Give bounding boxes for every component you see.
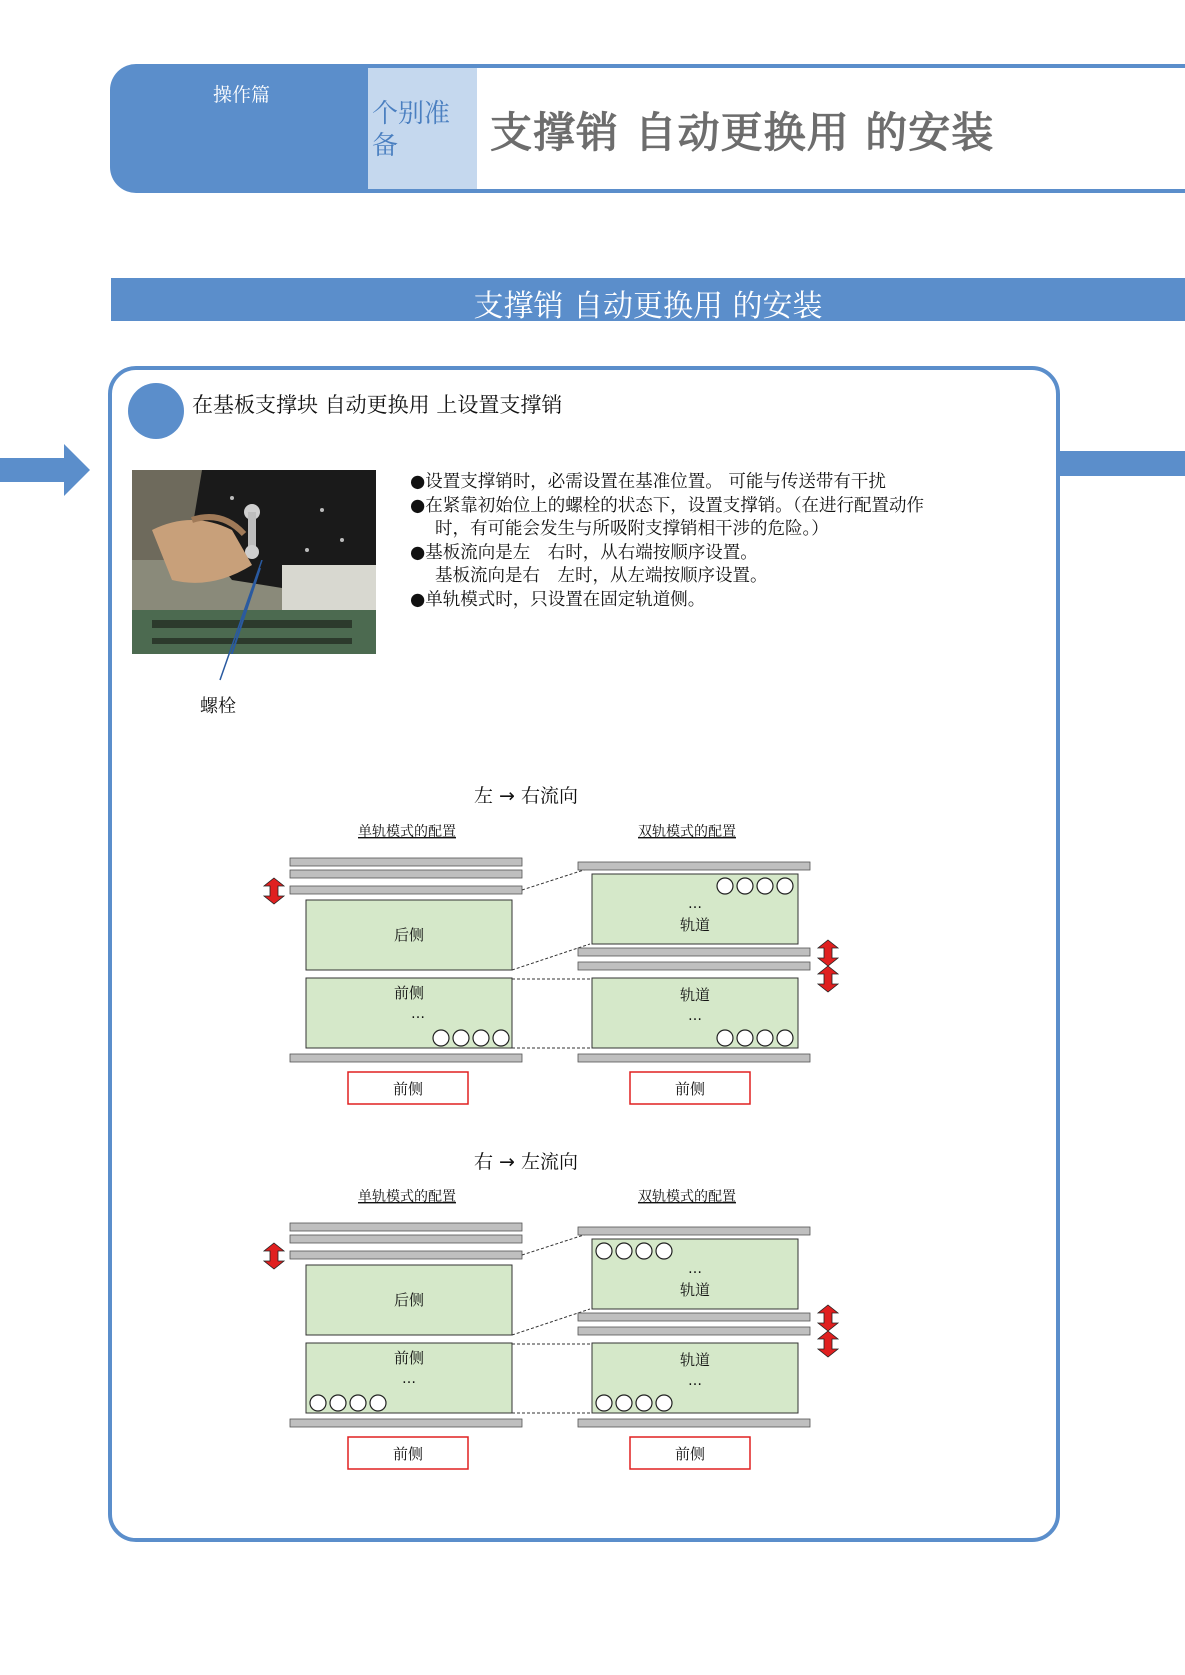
layout-diagram-right-to-left xyxy=(250,1185,850,1475)
page-title: 支撑销 自动更换用 的安装 xyxy=(490,108,995,157)
pin-dots: … xyxy=(402,1371,416,1387)
rear-label: 后侧 xyxy=(393,1291,425,1309)
header-subsection: 个别准备 xyxy=(372,99,451,161)
pin-dots: … xyxy=(688,1261,702,1277)
support-pin xyxy=(656,1243,672,1259)
rail-bar xyxy=(290,1223,522,1231)
single-mode-title: 单轨模式的配置 xyxy=(358,824,456,840)
support-pin xyxy=(636,1243,652,1259)
movable-rail-arrow-icon xyxy=(818,1305,838,1331)
rail-bar xyxy=(578,1227,810,1235)
rear-label: 后侧 xyxy=(393,926,425,944)
support-pin xyxy=(717,1030,733,1046)
support-pin xyxy=(350,1395,366,1411)
support-pin xyxy=(330,1395,346,1411)
front-side-label: 前侧 xyxy=(392,1080,424,1098)
rail-bar xyxy=(290,1419,522,1427)
header-category: 操作篇 xyxy=(213,84,271,106)
support-pin xyxy=(777,1030,793,1046)
front-label: 前侧 xyxy=(393,1349,425,1367)
header-bottom-rule xyxy=(368,189,1185,193)
support-pin xyxy=(737,1030,753,1046)
bolt-label: 螺栓 xyxy=(200,696,236,717)
support-pin xyxy=(757,878,773,894)
header-top-rule xyxy=(368,64,1185,68)
note-line: ●基板流向是左 右时，从右端按顺序设置。 xyxy=(410,542,758,563)
support-pin xyxy=(717,878,733,894)
rail-bar xyxy=(578,962,810,970)
step-number-badge xyxy=(128,383,184,439)
pin-dots: … xyxy=(411,1006,425,1022)
rail-label: 轨道 xyxy=(679,1281,711,1299)
dual-mode-title: 双轨模式的配置 xyxy=(638,1189,736,1205)
support-pin xyxy=(310,1395,326,1411)
flow-direction-title: 左 → 右流向 xyxy=(474,785,578,807)
rail-bar xyxy=(578,1419,810,1427)
rail-label: 轨道 xyxy=(679,1351,711,1369)
rail-bar xyxy=(290,1235,522,1243)
rail-bar xyxy=(578,948,810,956)
section-banner-title: 支撑销 自动更换用 的安装 xyxy=(473,289,823,324)
note-line: ●在紧靠初始位上的螺栓的状态下，设置支撑销。（在进行配置动作 xyxy=(410,495,925,516)
installation-notes xyxy=(410,471,1030,612)
layout-diagram-left-to-right xyxy=(250,820,850,1110)
rail-bar xyxy=(578,1327,810,1335)
rail-label: 轨道 xyxy=(679,986,711,1004)
movable-rail-arrow-icon xyxy=(818,966,838,992)
support-pin xyxy=(596,1243,612,1259)
support-pin xyxy=(616,1395,632,1411)
support-pin xyxy=(370,1395,386,1411)
support-pin xyxy=(433,1030,449,1046)
step-title: 在基板支撑块 自动更换用 上设置支撑销 xyxy=(192,393,563,417)
support-pin xyxy=(493,1030,509,1046)
section-banner xyxy=(111,278,1185,324)
front-label: 前侧 xyxy=(393,984,425,1002)
bolt-callout-line xyxy=(212,560,272,685)
rail-bar xyxy=(290,886,522,894)
support-pin xyxy=(656,1395,672,1411)
movable-rail-arrow-icon xyxy=(264,878,284,904)
support-pin xyxy=(636,1395,652,1411)
rail-bar xyxy=(578,1313,810,1321)
support-pin xyxy=(757,1030,773,1046)
flow-direction-title: 右 → 左流向 xyxy=(474,1151,578,1173)
pin-dots: … xyxy=(688,1373,702,1389)
movable-rail-arrow-icon xyxy=(818,940,838,966)
movable-rail-arrow-icon xyxy=(818,1331,838,1357)
support-pin xyxy=(473,1030,489,1046)
dual-mode-title: 双轨模式的配置 xyxy=(638,824,736,840)
single-mode-title: 单轨模式的配置 xyxy=(358,1189,456,1205)
note-line: ●单轨模式时，只设置在固定轨道侧。 xyxy=(410,589,706,610)
support-pin xyxy=(777,878,793,894)
rail-bar xyxy=(290,1251,522,1259)
front-side-label: 前侧 xyxy=(674,1080,706,1098)
note-line: 时，有可能会发生与所吸附支撑销相干涉的危险。） xyxy=(435,519,829,539)
support-pin xyxy=(596,1395,612,1411)
note-line: 基板流向是右 左时，从左端按顺序设置。 xyxy=(435,566,768,586)
rail-bar xyxy=(578,862,810,870)
support-pin xyxy=(737,878,753,894)
rail-label: 轨道 xyxy=(679,916,711,934)
rail-bar xyxy=(290,1054,522,1062)
note-line: ●设置支撑销时，必需设置在基准位置。 可能与传送带有干扰 xyxy=(410,472,886,492)
front-side-label: 前侧 xyxy=(392,1445,424,1463)
support-pin xyxy=(453,1030,469,1046)
continuation-bar xyxy=(1060,451,1185,476)
movable-rail-arrow-icon xyxy=(264,1243,284,1269)
rail-bar xyxy=(578,1054,810,1062)
rail-bar xyxy=(290,858,522,866)
pin-dots: … xyxy=(688,1008,702,1024)
pin-dots: … xyxy=(688,896,702,912)
support-pin xyxy=(616,1243,632,1259)
front-side-label: 前侧 xyxy=(674,1445,706,1463)
pointer-arrow-icon xyxy=(0,444,90,496)
rail-bar xyxy=(290,870,522,878)
